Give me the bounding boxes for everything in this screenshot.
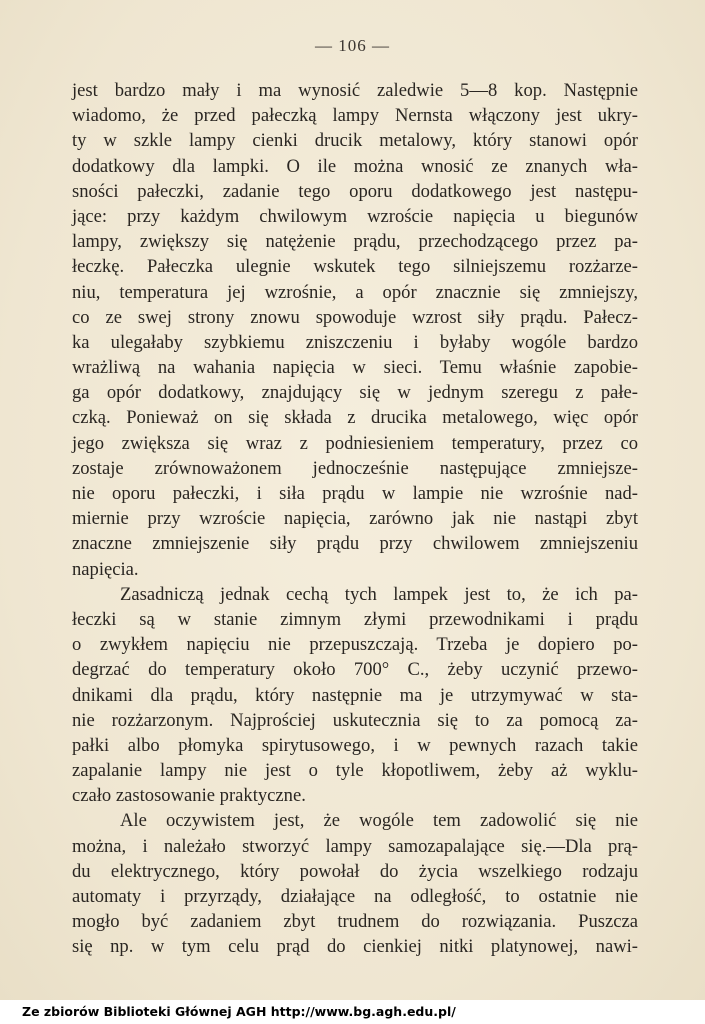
text-line: znaczne zmniejszenie siły prądu przy chwilowem zmniejszeniu [72, 533, 638, 555]
text-line: dodatkowy dla lampki. O ile można wnosić ze znanych wła- [72, 155, 638, 177]
text-line: co ze swej strony znowu spowoduje wzrost siły prądu. Pałecz- [72, 306, 638, 328]
text-line: wiadomo, że przed pałeczką lampy Nernsta włączony jest ukry- [72, 105, 638, 127]
text-line: czką. Ponieważ on się składa z drucika metalowego, więc opór [72, 407, 638, 429]
text-line: Ale oczywistem jest, że wogóle tem zadowolić się nie [120, 810, 638, 832]
text-line: jest bardzo mały i ma wynosić zaledwie 5—8 kop. Następnie [72, 80, 638, 101]
text-line: nie oporu pałeczki, i siła prądu w lampie nie wzrośnie nad- [72, 483, 638, 504]
text-line: się np. w tym celu prąd do cienkiej nitki platynowej, nawi- [72, 936, 638, 958]
body-text [72, 78, 638, 960]
library-footer: Ze zbiorów Biblioteki Głównej AGH http://www.bg.agh.edu.pl/ [0, 1000, 705, 1024]
text-line: ka ulegałaby szybkiemu zniszczeniu i byłaby wogóle bardzo [72, 331, 638, 353]
text-line: pałki albo płomyka spirytusowego, i w pewnych razach takie [72, 734, 638, 756]
text-line: dnikami dla prądu, który następnie ma je utrzymywać w sta- [72, 684, 638, 706]
text-line: zapalanie lampy nie jest o tyle kłopotliwem, żeby aż wyklu- [72, 760, 638, 782]
text-line: łeczki są w stanie zimnym złymi przewodnikami i prądu [72, 608, 638, 630]
page-number: — 106 — [315, 36, 390, 55]
text-line: napięcia. [72, 558, 139, 580]
text-line: ty w szkle lampy cienki drucik metalowy, który stanowi opór [72, 130, 638, 152]
text-line: du elektrycznego, który powołał do życia wszelkiego rodzaju [72, 860, 638, 882]
text-line: można, i należało stworzyć lampy samozapalające się.—Dla prą- [72, 835, 638, 857]
text-line: sności pałeczki, zadanie tego oporu dodatkowego jest następu- [72, 180, 638, 202]
text-line: jące: przy każdym chwilowym wzroście napięcia u biegunów [72, 205, 638, 227]
text-line: ga opór dodatkowy, znajdujący się w jednym szeregu z pałe- [72, 382, 638, 404]
text-line: wrażliwą na wahania napięcia w sieci. Temu właśnie zapobie- [72, 357, 638, 379]
text-line: niu, temperatura jej wzrośnie, a opór znacznie się zmniejszy, [72, 281, 638, 303]
text-line: zostaje zrównoważonem jednocześnie następujące zmniejsze- [72, 457, 638, 479]
text-line: nie rozżarzonym. Najprościej uskutecznia się to za pomocą za- [72, 709, 638, 731]
text-line: lampy, zwiększy się natężenie prądu, przechodzącego przez pa- [72, 231, 638, 253]
text-line: Zasadniczą jednak cechą tych lampek jest to, że ich pa- [120, 583, 638, 605]
text-line: degrzać do temperatury około 700° C., żeby uczynić przewo- [72, 659, 638, 681]
text-line: łeczkę. Pałeczka ulegnie wskutek tego silniejszemu rozżarze- [72, 256, 638, 278]
text-line: automaty i przyrządy, działające na odległość, to ostatnie nie [72, 886, 638, 907]
text-line: jego zwiększa się wraz z podniesieniem temperatury, przez co [72, 432, 638, 454]
text-line: mogło być zadaniem zbyt trudnem do rozwiązania. Puszcza [72, 911, 638, 933]
text-line: czało zastosowanie praktyczne. [72, 785, 306, 807]
text-line: o zwykłem napięciu nie przepuszczają. Trzeba je dopiero po- [72, 634, 638, 656]
text-line: miernie przy wzroście napięcia, zarówno jak nie nastąpi zbyt [72, 508, 638, 530]
